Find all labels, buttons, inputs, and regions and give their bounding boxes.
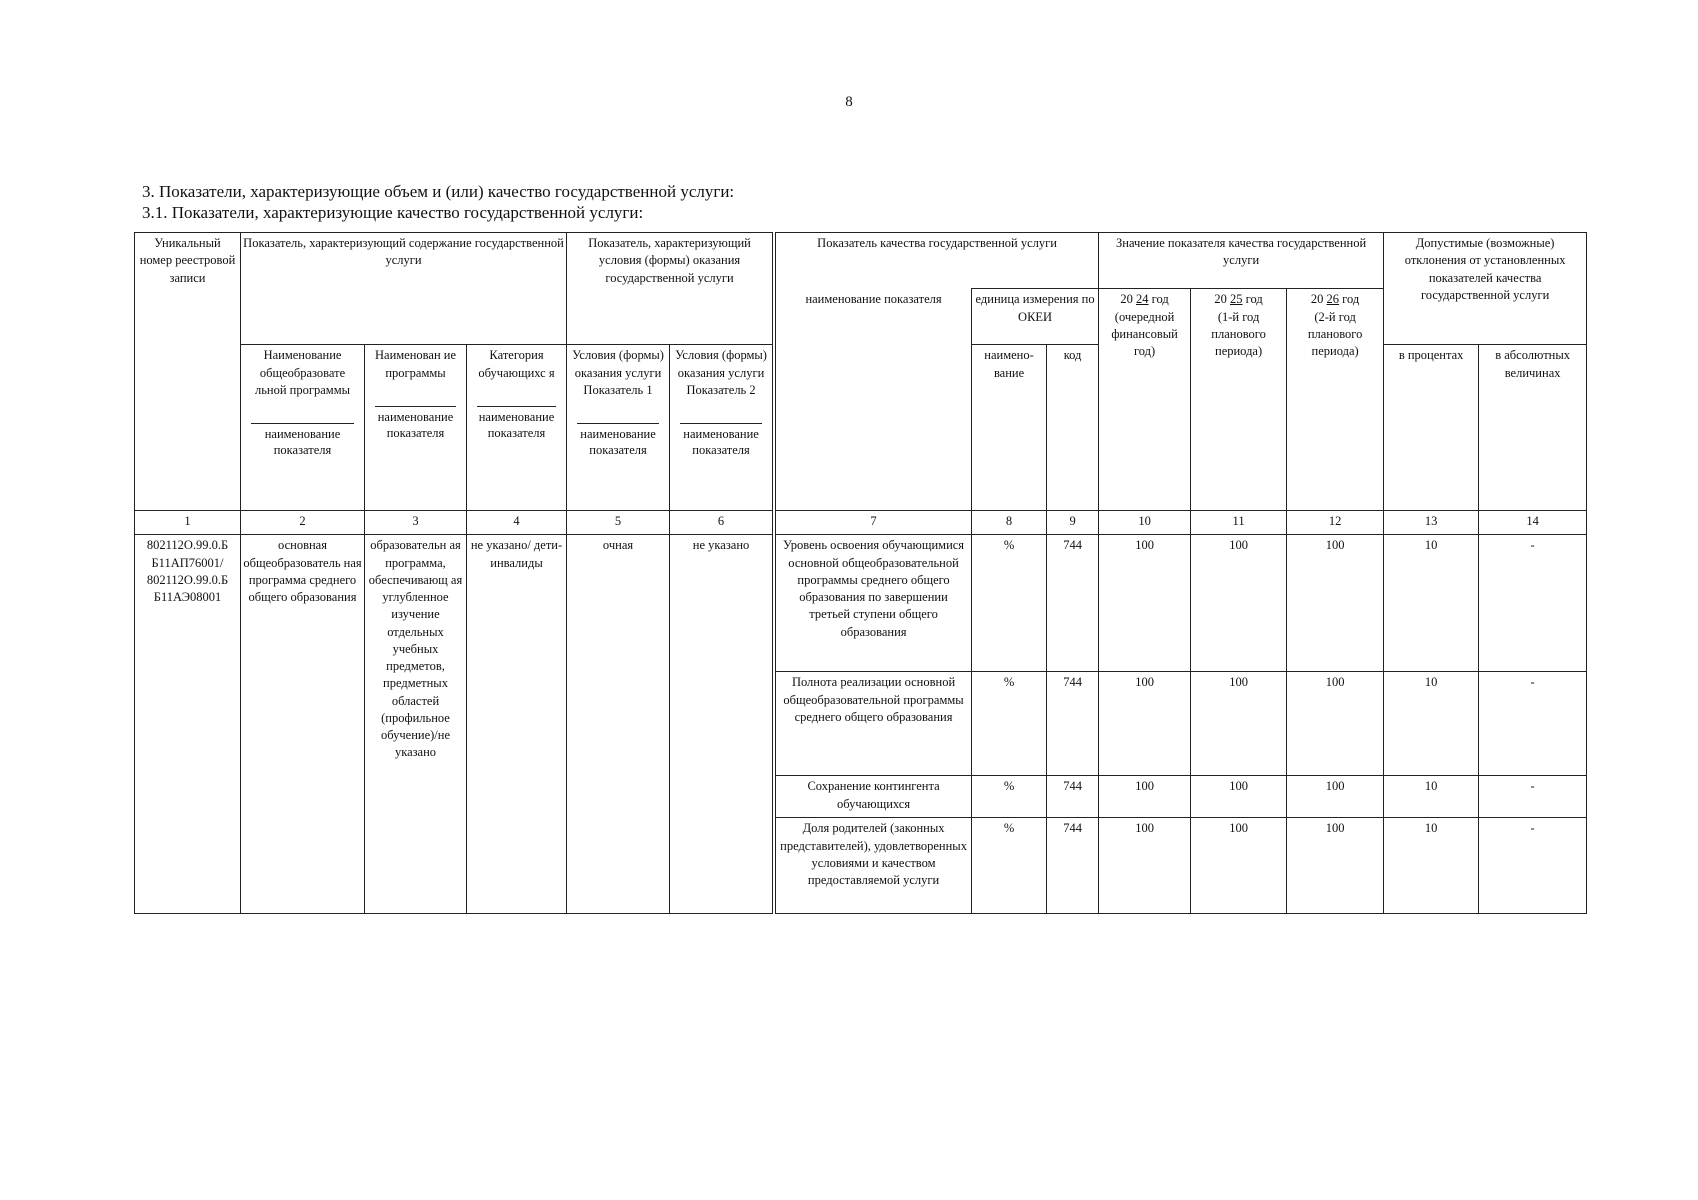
deviation-absolute: - (1479, 818, 1587, 914)
column-number: 9 (1047, 511, 1099, 535)
year-value: 24 (1136, 292, 1149, 307)
header-unit-code: код (1047, 345, 1099, 511)
value-2025: 100 (1191, 672, 1287, 776)
column-number: 8 (972, 511, 1047, 535)
deviation-absolute: - (1479, 776, 1587, 818)
header-deviation: Допустимые (возможные) отклонения от установленных показателей качества государственной услуги (1384, 233, 1587, 345)
column-number: 4 (467, 511, 567, 535)
indicator-unit: % (972, 776, 1047, 818)
header-label: Категория обучающихс я (478, 348, 555, 380)
year-word: год (1245, 292, 1263, 307)
deviation-percent: 10 (1384, 672, 1479, 776)
header-quality-value: Значение показателя качества государственной услуги (1099, 233, 1384, 289)
header-label: Наименование общеобразовате льной программы (254, 348, 351, 397)
header-unit-name: наимено- вание (972, 345, 1047, 511)
year-word: год (1151, 292, 1169, 307)
indicator-name: Сохранение контингента обучающихся (776, 776, 972, 818)
quality-indicators-table (134, 232, 1587, 914)
indicator-code: 744 (1047, 672, 1099, 776)
header-sublabel: наименование показателя (375, 406, 456, 442)
column-number-row (135, 511, 1587, 535)
value-2025: 100 (1191, 818, 1287, 914)
header-row-2 (135, 289, 1587, 345)
column-number: 2 (241, 511, 365, 535)
header-program-type (241, 345, 365, 511)
column-number: 7 (776, 511, 972, 535)
value-2026: 100 (1287, 672, 1384, 776)
year-value: 25 (1230, 292, 1243, 307)
header-unit: единица измерения по ОКЕИ (972, 289, 1099, 345)
column-number: 6 (670, 511, 773, 535)
header-program (365, 345, 467, 511)
header-year-2026 (1287, 289, 1384, 511)
header-form-2 (670, 345, 773, 511)
deviation-percent: 10 (1384, 535, 1479, 672)
header-label: Условия (формы) оказания услуги Показатель 2 (675, 348, 767, 397)
year-value: 26 (1326, 292, 1340, 307)
value-2024: 100 (1099, 535, 1191, 672)
header-label: Условия (формы) оказания услуги Показатель 1 (572, 348, 664, 397)
category-cell: не указано/ дети-инвалиды (467, 535, 567, 914)
header-percent: в процентах (1384, 345, 1479, 511)
value-2024: 100 (1099, 818, 1191, 914)
header-sublabel: наименование показателя (577, 423, 659, 459)
value-2026: 100 (1287, 535, 1384, 672)
form-1-cell: очная (567, 535, 670, 914)
section-heading: 3. Показатели, характеризующие объем и (или) качество государственной услуги: (142, 182, 735, 201)
year-prefix: 20 (1120, 292, 1133, 307)
indicator-code: 744 (1047, 535, 1099, 672)
header-quality-indicator: Показатель качества государственной услуги (776, 233, 1099, 289)
table-row (135, 535, 1587, 672)
year-word: год (1342, 292, 1360, 307)
header-row-1 (135, 233, 1587, 289)
indicator-code: 744 (1047, 818, 1099, 914)
indicator-name: Уровень освоения обучающимися основной общеобразовательной программы среднего общего образования по завершении третьей ступени общего образования (776, 535, 972, 672)
year-description: (2-й год планового периода) (1307, 309, 1363, 358)
header-sublabel: наименование показателя (477, 406, 556, 442)
header-absolute: в абсолютных величинах (1479, 345, 1587, 511)
header-year-2025 (1191, 289, 1287, 511)
deviation-absolute: - (1479, 535, 1587, 672)
header-label: Наименован ие программы (375, 348, 456, 380)
indicator-name: Доля родителей (законных представителей), удовлетворенных условиями и качеством предоставляемой услуги (776, 818, 972, 914)
year-description: (очередной финансовый год) (1111, 309, 1178, 358)
year-prefix: 20 (1214, 292, 1227, 307)
value-2024: 100 (1099, 672, 1191, 776)
deviation-percent: 10 (1384, 818, 1479, 914)
subsection-heading: 3.1. Показатели, характеризующие качество государственной услуги: (142, 203, 644, 222)
header-sublabel: наименование показателя (251, 423, 354, 459)
header-year-2024 (1099, 289, 1191, 511)
value-2025: 100 (1191, 535, 1287, 672)
header-unique-number: Уникальный номер реестровой записи (135, 233, 241, 511)
header-content-indicator: Показатель, характеризующий содержание государственной услуги (241, 233, 567, 289)
program-type-cell: основная общеобразователь ная программа среднего общего образования (241, 535, 365, 914)
year-prefix: 20 (1310, 292, 1324, 307)
column-number: 13 (1384, 511, 1479, 535)
deviation-absolute: - (1479, 672, 1587, 776)
value-2024: 100 (1099, 776, 1191, 818)
value-2025: 100 (1191, 776, 1287, 818)
column-number: 1 (135, 511, 241, 535)
header-sublabel: наименование показателя (680, 423, 762, 459)
indicator-name: Полнота реализации основной общеобразовательной программы среднего общего образования (776, 672, 972, 776)
value-2026: 100 (1287, 818, 1384, 914)
indicator-unit: % (972, 535, 1047, 672)
page-number: 8 (845, 94, 853, 110)
indicator-unit: % (972, 672, 1047, 776)
header-conditions-indicator: Показатель, характеризующий условия (формы) оказания государственной услуги (567, 233, 773, 289)
year-description: (1-й год планового периода) (1211, 309, 1266, 358)
header-category (467, 345, 567, 511)
column-number: 12 (1287, 511, 1384, 535)
form-2-cell: не указано (670, 535, 773, 914)
column-number: 14 (1479, 511, 1587, 535)
program-cell: образовательн ая программа, обеспечивающ ая углубленное изучение отдельных учебных предметов, предметных областей (профильное обучение)/не указано (365, 535, 467, 914)
header-indicator-name: наименование показателя (776, 289, 972, 511)
column-number: 11 (1191, 511, 1287, 535)
header-form-1 (567, 345, 670, 511)
deviation-percent: 10 (1384, 776, 1479, 818)
column-number: 10 (1099, 511, 1191, 535)
indicator-unit: % (972, 818, 1047, 914)
column-number: 3 (365, 511, 467, 535)
indicator-code: 744 (1047, 776, 1099, 818)
value-2026: 100 (1287, 776, 1384, 818)
column-number: 5 (567, 511, 670, 535)
registry-number-cell: 802112О.99.0.Б Б11АП76001/ 802112О.99.0.Б Б11АЭ08001 (135, 535, 241, 914)
